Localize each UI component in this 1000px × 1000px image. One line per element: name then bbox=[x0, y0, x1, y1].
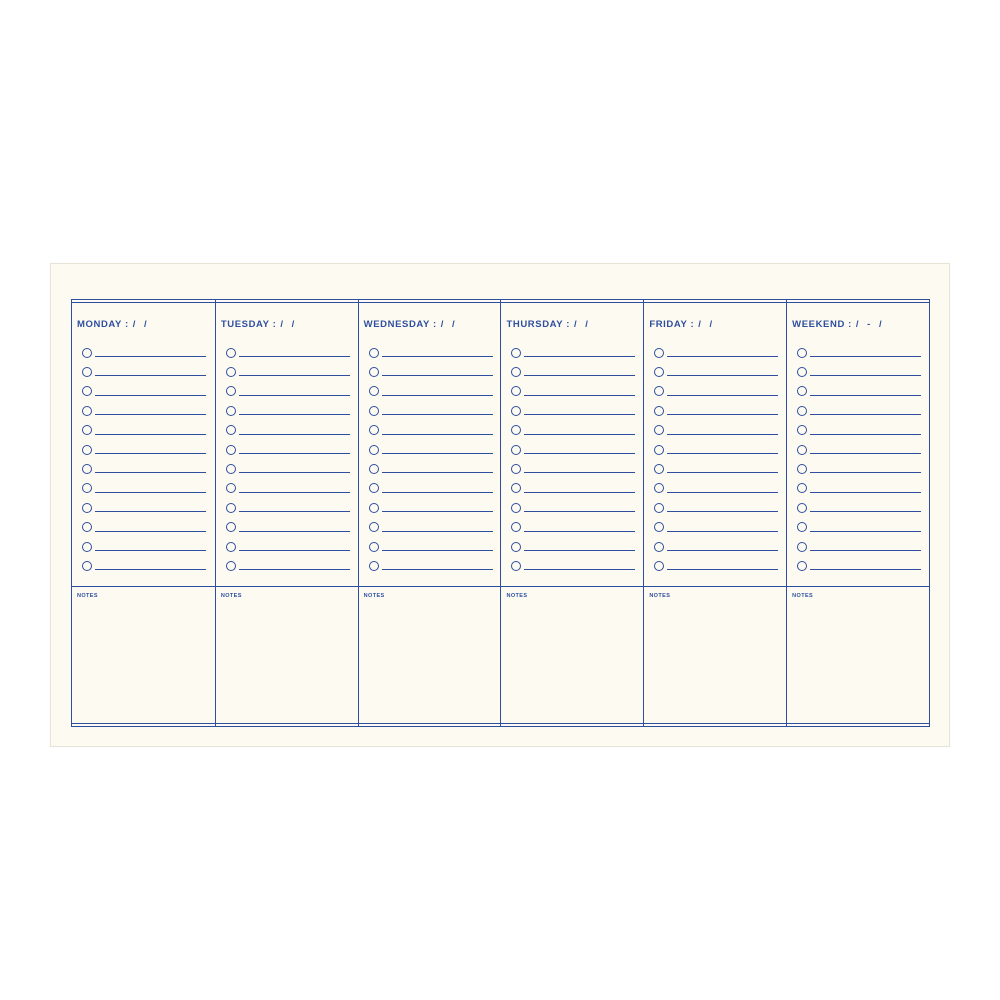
task-row bbox=[654, 382, 778, 401]
task-write-line[interactable] bbox=[382, 531, 493, 532]
task-row bbox=[82, 518, 206, 537]
circle-checkbox-icon[interactable] bbox=[654, 561, 664, 571]
day-heading bbox=[792, 319, 885, 330]
task-row bbox=[82, 382, 206, 401]
task-row bbox=[511, 343, 635, 362]
task-write-line[interactable] bbox=[524, 472, 635, 473]
task-write-line[interactable] bbox=[524, 375, 635, 376]
task-write-line[interactable] bbox=[382, 375, 493, 376]
task-write-line[interactable] bbox=[667, 511, 778, 512]
task-row bbox=[82, 498, 206, 517]
task-row bbox=[797, 343, 921, 362]
circle-checkbox-icon[interactable] bbox=[82, 483, 92, 493]
task-write-line[interactable] bbox=[95, 569, 206, 570]
task-write-line[interactable] bbox=[667, 414, 778, 415]
circle-checkbox-icon[interactable] bbox=[369, 406, 379, 416]
task-row bbox=[654, 459, 778, 478]
circle-checkbox-icon[interactable] bbox=[369, 367, 379, 377]
task-write-line[interactable] bbox=[239, 356, 350, 357]
day-label: THURSDAY : bbox=[506, 319, 571, 330]
task-write-line[interactable] bbox=[382, 395, 493, 396]
task-list bbox=[226, 343, 350, 576]
task-write-line[interactable] bbox=[382, 550, 493, 551]
circle-checkbox-icon[interactable] bbox=[654, 425, 664, 435]
circle-checkbox-icon[interactable] bbox=[654, 386, 664, 396]
day-column bbox=[358, 300, 501, 726]
task-row bbox=[369, 556, 493, 575]
date-slots: / - / bbox=[855, 319, 885, 330]
task-row bbox=[654, 343, 778, 362]
notes-label: NOTES bbox=[506, 593, 528, 599]
task-row bbox=[226, 382, 350, 401]
task-row bbox=[797, 556, 921, 575]
task-write-line[interactable] bbox=[667, 434, 778, 435]
task-write-line[interactable] bbox=[239, 472, 350, 473]
day-column bbox=[500, 300, 643, 726]
circle-checkbox-icon[interactable] bbox=[82, 464, 92, 474]
task-write-line[interactable] bbox=[382, 434, 493, 435]
task-row bbox=[226, 518, 350, 537]
task-write-line[interactable] bbox=[667, 395, 778, 396]
day-heading bbox=[221, 319, 297, 330]
circle-checkbox-icon[interactable] bbox=[369, 386, 379, 396]
task-row bbox=[369, 421, 493, 440]
task-row bbox=[511, 362, 635, 381]
task-row bbox=[511, 459, 635, 478]
circle-checkbox-icon[interactable] bbox=[511, 561, 521, 571]
task-row bbox=[797, 382, 921, 401]
task-write-line[interactable] bbox=[382, 453, 493, 454]
planner-frame bbox=[71, 299, 930, 727]
circle-checkbox-icon[interactable] bbox=[511, 464, 521, 474]
task-row bbox=[511, 537, 635, 556]
task-row bbox=[797, 421, 921, 440]
task-write-line[interactable] bbox=[810, 569, 921, 570]
task-write-line[interactable] bbox=[382, 356, 493, 357]
date-slots: / / bbox=[574, 319, 591, 330]
circle-checkbox-icon[interactable] bbox=[797, 522, 807, 532]
task-write-line[interactable] bbox=[524, 434, 635, 435]
task-write-line[interactable] bbox=[810, 395, 921, 396]
task-row bbox=[369, 479, 493, 498]
notes-label: NOTES bbox=[792, 593, 814, 599]
circle-checkbox-icon[interactable] bbox=[82, 503, 92, 513]
circle-checkbox-icon[interactable] bbox=[654, 522, 664, 532]
circle-checkbox-icon[interactable] bbox=[369, 445, 379, 455]
task-write-line[interactable] bbox=[382, 511, 493, 512]
task-row bbox=[654, 421, 778, 440]
day-label: WEEKEND : bbox=[792, 319, 852, 330]
task-row bbox=[369, 518, 493, 537]
task-write-line[interactable] bbox=[667, 453, 778, 454]
task-row bbox=[82, 556, 206, 575]
day-columns bbox=[72, 300, 929, 726]
task-write-line[interactable] bbox=[667, 492, 778, 493]
weekly-planner-sheet bbox=[50, 263, 950, 747]
circle-checkbox-icon[interactable] bbox=[654, 406, 664, 416]
circle-checkbox-icon[interactable] bbox=[797, 445, 807, 455]
task-row bbox=[82, 459, 206, 478]
task-row bbox=[226, 479, 350, 498]
task-write-line[interactable] bbox=[239, 569, 350, 570]
task-write-line[interactable] bbox=[239, 531, 350, 532]
task-write-line[interactable] bbox=[239, 414, 350, 415]
task-row bbox=[369, 362, 493, 381]
circle-checkbox-icon[interactable] bbox=[82, 406, 92, 416]
circle-checkbox-icon[interactable] bbox=[511, 483, 521, 493]
date-slots: / / bbox=[280, 319, 298, 330]
circle-checkbox-icon[interactable] bbox=[797, 503, 807, 513]
task-row bbox=[369, 440, 493, 459]
circle-checkbox-icon[interactable] bbox=[226, 483, 236, 493]
circle-checkbox-icon[interactable] bbox=[82, 542, 92, 552]
task-write-line[interactable] bbox=[524, 550, 635, 551]
task-write-line[interactable] bbox=[810, 550, 921, 551]
circle-checkbox-icon[interactable] bbox=[511, 425, 521, 435]
task-row bbox=[82, 343, 206, 362]
notes-label: NOTES bbox=[363, 593, 385, 599]
task-row bbox=[797, 401, 921, 420]
task-row bbox=[226, 556, 350, 575]
circle-checkbox-icon[interactable] bbox=[797, 464, 807, 474]
task-row bbox=[797, 459, 921, 478]
task-write-line[interactable] bbox=[810, 472, 921, 473]
task-write-line[interactable] bbox=[810, 434, 921, 435]
task-write-line[interactable] bbox=[524, 414, 635, 415]
task-row bbox=[511, 556, 635, 575]
task-write-line[interactable] bbox=[382, 472, 493, 473]
circle-checkbox-icon[interactable] bbox=[797, 483, 807, 493]
task-write-line[interactable] bbox=[239, 395, 350, 396]
task-write-line[interactable] bbox=[95, 414, 206, 415]
circle-checkbox-icon[interactable] bbox=[797, 542, 807, 552]
task-write-line[interactable] bbox=[95, 453, 206, 454]
task-row bbox=[797, 479, 921, 498]
task-write-line[interactable] bbox=[239, 550, 350, 551]
task-write-line[interactable] bbox=[810, 531, 921, 532]
circle-checkbox-icon[interactable] bbox=[654, 542, 664, 552]
circle-checkbox-icon[interactable] bbox=[654, 483, 664, 493]
task-write-line[interactable] bbox=[810, 511, 921, 512]
task-row bbox=[226, 343, 350, 362]
task-row bbox=[654, 440, 778, 459]
task-row bbox=[511, 440, 635, 459]
day-label: MONDAY : bbox=[77, 319, 129, 330]
task-row bbox=[82, 421, 206, 440]
circle-checkbox-icon[interactable] bbox=[226, 561, 236, 571]
circle-checkbox-icon[interactable] bbox=[226, 386, 236, 396]
day-heading bbox=[506, 319, 590, 330]
circle-checkbox-icon[interactable] bbox=[511, 406, 521, 416]
task-write-line[interactable] bbox=[667, 356, 778, 357]
task-write-line[interactable] bbox=[810, 414, 921, 415]
day-label: FRIDAY : bbox=[649, 319, 695, 330]
day-label: WEDNESDAY : bbox=[363, 319, 437, 330]
task-row bbox=[511, 382, 635, 401]
task-write-line[interactable] bbox=[239, 375, 350, 376]
task-row bbox=[797, 362, 921, 381]
task-row bbox=[369, 343, 493, 362]
circle-checkbox-icon[interactable] bbox=[369, 503, 379, 513]
notes-label: NOTES bbox=[649, 593, 671, 599]
circle-checkbox-icon[interactable] bbox=[82, 348, 92, 358]
circle-checkbox-icon[interactable] bbox=[797, 386, 807, 396]
task-row bbox=[654, 362, 778, 381]
circle-checkbox-icon[interactable] bbox=[369, 348, 379, 358]
circle-checkbox-icon[interactable] bbox=[511, 445, 521, 455]
task-write-line[interactable] bbox=[95, 356, 206, 357]
circle-checkbox-icon[interactable] bbox=[511, 348, 521, 358]
task-row bbox=[654, 518, 778, 537]
task-write-line[interactable] bbox=[95, 375, 206, 376]
task-write-line[interactable] bbox=[524, 453, 635, 454]
task-write-line[interactable] bbox=[95, 511, 206, 512]
day-label: TUESDAY : bbox=[220, 319, 277, 330]
task-row bbox=[797, 440, 921, 459]
task-write-line[interactable] bbox=[239, 511, 350, 512]
circle-checkbox-icon[interactable] bbox=[654, 348, 664, 358]
task-write-line[interactable] bbox=[382, 569, 493, 570]
task-write-line[interactable] bbox=[524, 356, 635, 357]
task-write-line[interactable] bbox=[95, 492, 206, 493]
day-column bbox=[72, 300, 215, 726]
circle-checkbox-icon[interactable] bbox=[369, 522, 379, 532]
task-write-line[interactable] bbox=[810, 453, 921, 454]
task-write-line[interactable] bbox=[667, 375, 778, 376]
task-list bbox=[511, 343, 635, 576]
task-write-line[interactable] bbox=[667, 472, 778, 473]
task-list bbox=[797, 343, 921, 576]
task-row bbox=[226, 459, 350, 478]
task-write-line[interactable] bbox=[239, 434, 350, 435]
circle-checkbox-icon[interactable] bbox=[82, 522, 92, 532]
circle-checkbox-icon[interactable] bbox=[511, 367, 521, 377]
circle-checkbox-icon[interactable] bbox=[369, 464, 379, 474]
task-row bbox=[654, 556, 778, 575]
circle-checkbox-icon[interactable] bbox=[797, 367, 807, 377]
circle-checkbox-icon[interactable] bbox=[226, 406, 236, 416]
circle-checkbox-icon[interactable] bbox=[82, 445, 92, 455]
circle-checkbox-icon[interactable] bbox=[654, 445, 664, 455]
task-write-line[interactable] bbox=[95, 395, 206, 396]
task-row bbox=[226, 421, 350, 440]
task-write-line[interactable] bbox=[810, 375, 921, 376]
date-slots: / / bbox=[440, 319, 458, 330]
circle-checkbox-icon[interactable] bbox=[511, 386, 521, 396]
circle-checkbox-icon[interactable] bbox=[797, 406, 807, 416]
circle-checkbox-icon[interactable] bbox=[369, 425, 379, 435]
task-row bbox=[226, 498, 350, 517]
task-row bbox=[369, 537, 493, 556]
task-write-line[interactable] bbox=[524, 492, 635, 493]
circle-checkbox-icon[interactable] bbox=[511, 542, 521, 552]
circle-checkbox-icon[interactable] bbox=[654, 464, 664, 474]
circle-checkbox-icon[interactable] bbox=[82, 561, 92, 571]
task-write-line[interactable] bbox=[239, 453, 350, 454]
task-row bbox=[82, 440, 206, 459]
task-row bbox=[82, 537, 206, 556]
day-column bbox=[786, 300, 929, 726]
task-write-line[interactable] bbox=[382, 492, 493, 493]
circle-checkbox-icon[interactable] bbox=[82, 367, 92, 377]
task-write-line[interactable] bbox=[524, 395, 635, 396]
circle-checkbox-icon[interactable] bbox=[226, 425, 236, 435]
task-row bbox=[511, 518, 635, 537]
day-heading bbox=[364, 319, 458, 330]
task-row bbox=[797, 518, 921, 537]
day-column bbox=[643, 300, 786, 726]
date-slots: / / bbox=[132, 319, 150, 330]
circle-checkbox-icon[interactable] bbox=[511, 522, 521, 532]
task-list bbox=[654, 343, 778, 576]
circle-checkbox-icon[interactable] bbox=[226, 367, 236, 377]
date-slots: / / bbox=[698, 319, 716, 330]
task-row bbox=[654, 498, 778, 517]
task-write-line[interactable] bbox=[810, 356, 921, 357]
task-row bbox=[369, 498, 493, 517]
task-row bbox=[654, 537, 778, 556]
task-row bbox=[369, 382, 493, 401]
task-write-line[interactable] bbox=[95, 434, 206, 435]
task-row bbox=[226, 401, 350, 420]
task-row bbox=[511, 401, 635, 420]
day-column bbox=[215, 300, 358, 726]
circle-checkbox-icon[interactable] bbox=[226, 348, 236, 358]
task-write-line[interactable] bbox=[95, 531, 206, 532]
task-write-line[interactable] bbox=[239, 492, 350, 493]
circle-checkbox-icon[interactable] bbox=[226, 445, 236, 455]
circle-checkbox-icon[interactable] bbox=[226, 522, 236, 532]
task-write-line[interactable] bbox=[95, 550, 206, 551]
notes-label: NOTES bbox=[220, 593, 242, 599]
task-list bbox=[82, 343, 206, 576]
task-row bbox=[511, 421, 635, 440]
circle-checkbox-icon[interactable] bbox=[654, 503, 664, 513]
task-row bbox=[797, 498, 921, 517]
task-write-line[interactable] bbox=[667, 550, 778, 551]
day-heading bbox=[649, 319, 715, 330]
task-row bbox=[369, 401, 493, 420]
task-write-line[interactable] bbox=[810, 492, 921, 493]
task-row bbox=[511, 479, 635, 498]
circle-checkbox-icon[interactable] bbox=[511, 503, 521, 513]
circle-checkbox-icon[interactable] bbox=[369, 483, 379, 493]
notes-label: NOTES bbox=[77, 593, 98, 599]
task-row bbox=[226, 537, 350, 556]
task-row bbox=[797, 537, 921, 556]
task-write-line[interactable] bbox=[667, 569, 778, 570]
circle-checkbox-icon[interactable] bbox=[797, 348, 807, 358]
circle-checkbox-icon[interactable] bbox=[226, 464, 236, 474]
task-row bbox=[654, 479, 778, 498]
circle-checkbox-icon[interactable] bbox=[226, 542, 236, 552]
task-list bbox=[369, 343, 493, 576]
task-row bbox=[654, 401, 778, 420]
day-heading bbox=[77, 319, 150, 330]
task-row bbox=[82, 362, 206, 381]
task-write-line[interactable] bbox=[524, 569, 635, 570]
circle-checkbox-icon[interactable] bbox=[226, 503, 236, 513]
task-write-line[interactable] bbox=[382, 414, 493, 415]
circle-checkbox-icon[interactable] bbox=[82, 386, 92, 396]
task-row bbox=[226, 362, 350, 381]
circle-checkbox-icon[interactable] bbox=[369, 542, 379, 552]
task-write-line[interactable] bbox=[95, 472, 206, 473]
circle-checkbox-icon[interactable] bbox=[369, 561, 379, 571]
circle-checkbox-icon[interactable] bbox=[82, 425, 92, 435]
circle-checkbox-icon[interactable] bbox=[797, 425, 807, 435]
task-write-line[interactable] bbox=[524, 511, 635, 512]
task-write-line[interactable] bbox=[524, 531, 635, 532]
task-row bbox=[82, 401, 206, 420]
circle-checkbox-icon[interactable] bbox=[797, 561, 807, 571]
task-row bbox=[226, 440, 350, 459]
task-row bbox=[511, 498, 635, 517]
task-write-line[interactable] bbox=[667, 531, 778, 532]
task-row bbox=[369, 459, 493, 478]
task-row bbox=[82, 479, 206, 498]
circle-checkbox-icon[interactable] bbox=[654, 367, 664, 377]
